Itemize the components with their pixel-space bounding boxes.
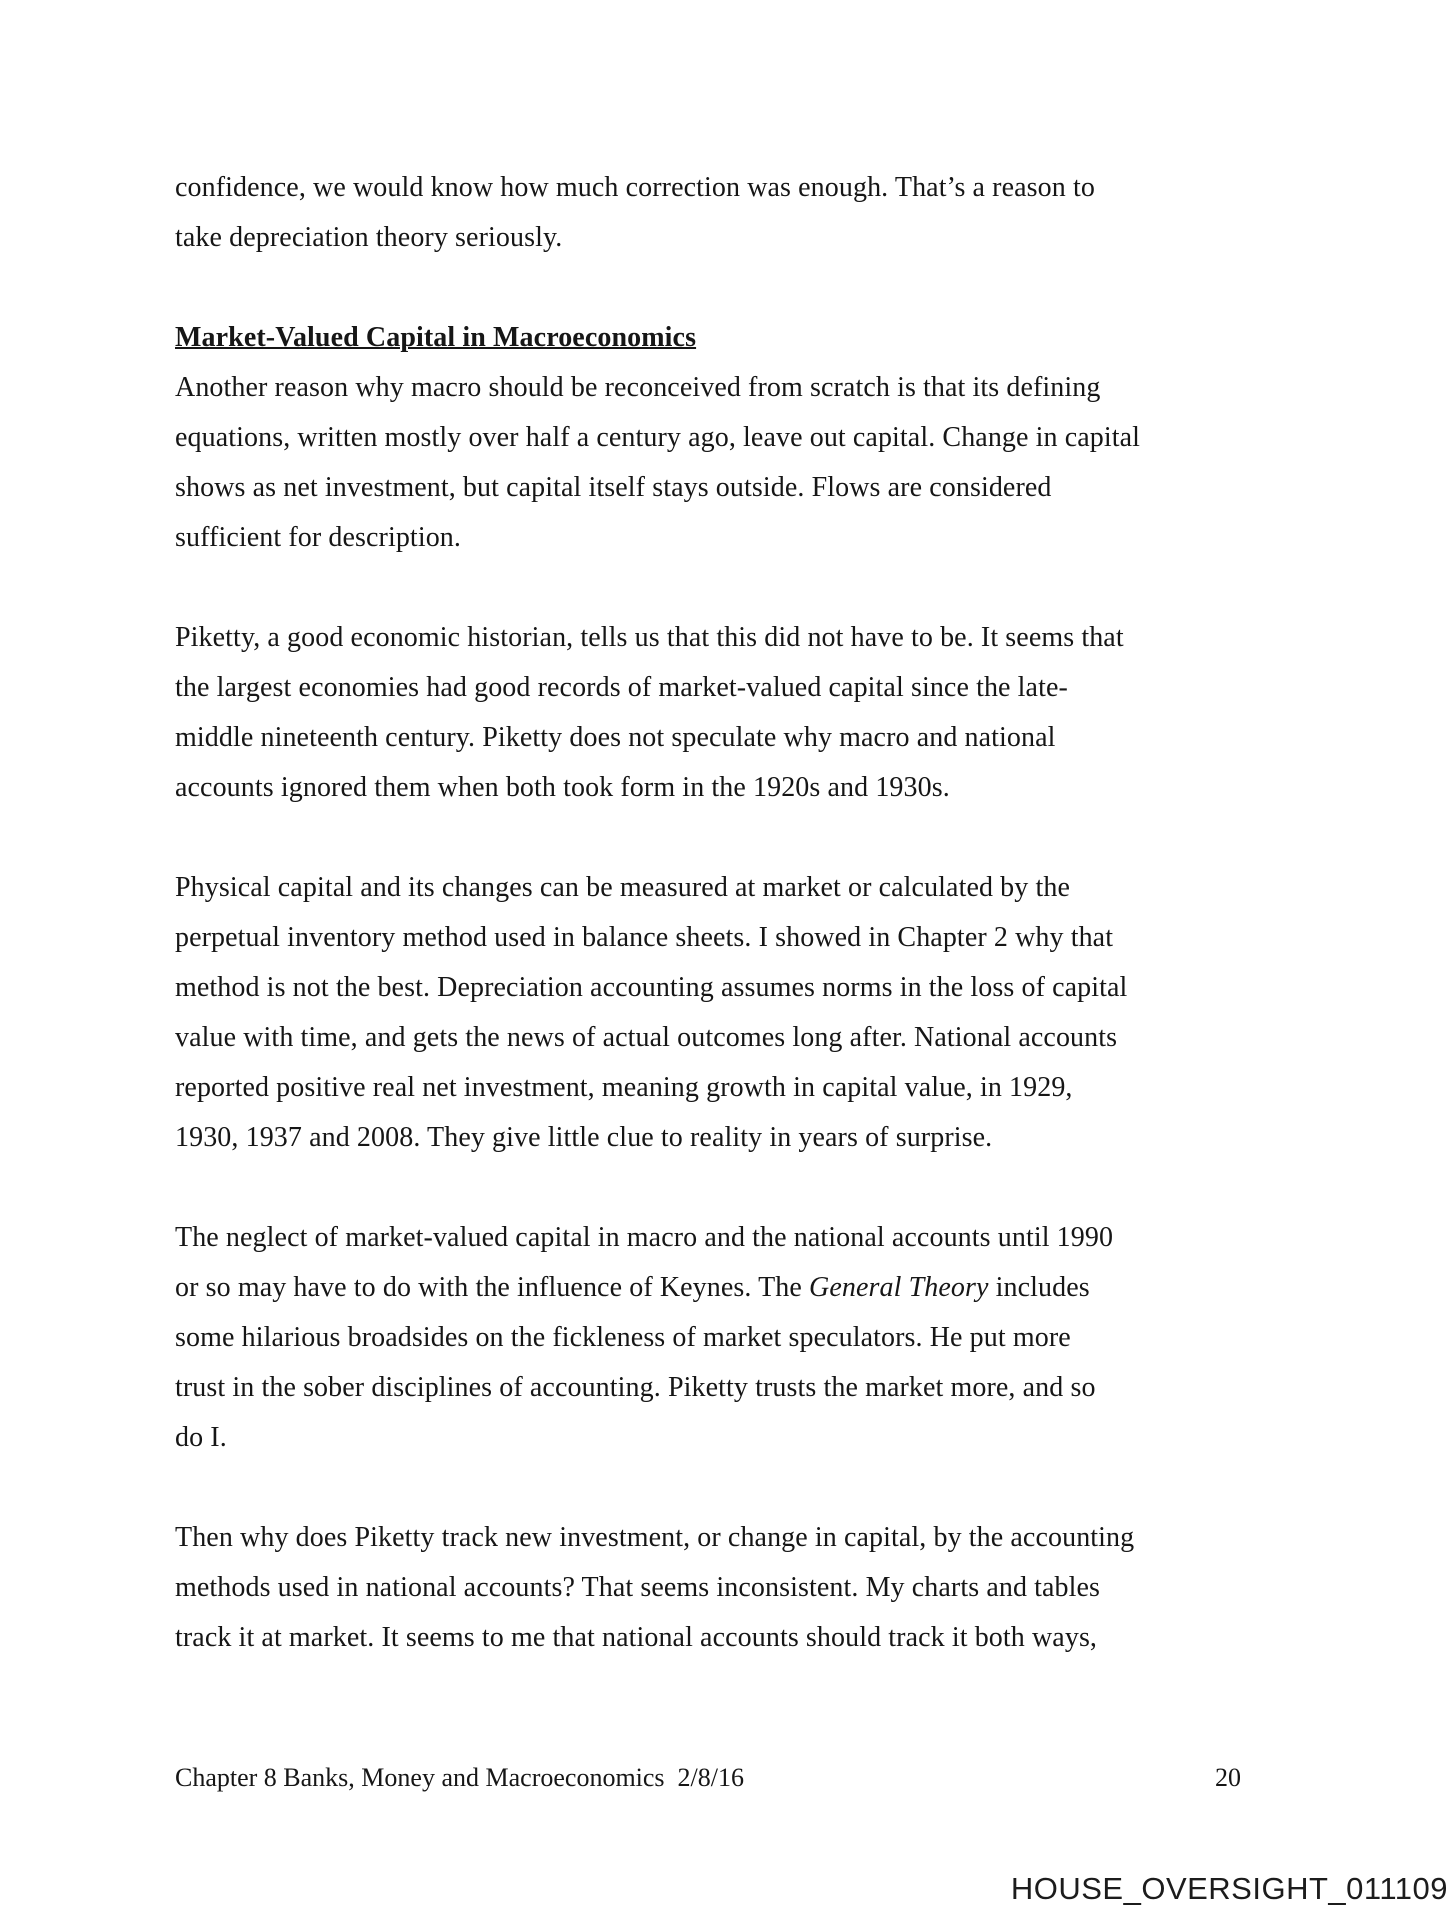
text-line: 1930, 1937 and 2008. They give little clue to reality in years of surprise. — [175, 1122, 993, 1153]
bates-number: HOUSE_OVERSIGHT_011109 — [1010, 1871, 1448, 1906]
text-line: take depreciation theory seriously. — [175, 222, 563, 253]
paragraph — [175, 613, 1265, 813]
text-line: methods used in national accounts? That seems inconsistent. My charts and tables — [175, 1572, 1101, 1603]
paragraph — [175, 1213, 1265, 1463]
text-line: sufficient for description. — [175, 522, 461, 553]
page-number: 20 — [1215, 1763, 1241, 1792]
text-line: Piketty, a good economic historian, tells us that this did not have to be. It seems that — [175, 622, 1124, 653]
paragraph — [175, 363, 1265, 563]
text-line: trust in the sober disciplines of accounting. Piketty trusts the market more, and so — [175, 1372, 1096, 1403]
text-line: or so may have to do with the influence of Keynes. The General Theory includes — [175, 1272, 1090, 1303]
paragraph — [175, 863, 1265, 1163]
text-line: The neglect of market-valued capital in macro and the national accounts until 1990 — [175, 1222, 1114, 1253]
paragraph — [175, 163, 1265, 263]
text-line: Another reason why macro should be reconceived from scratch is that its defining — [175, 372, 1101, 403]
text-line: Then why does Piketty track new investment, or change in capital, by the accounting — [175, 1522, 1135, 1553]
text-line: method is not the best. Depreciation accounting assumes norms in the loss of capital — [175, 972, 1128, 1003]
text-line: perpetual inventory method used in balance sheets. I showed in Chapter 2 why that — [175, 922, 1114, 953]
paragraph — [175, 1513, 1265, 1663]
text-line: equations, written mostly over half a century ago, leave out capital. Change in capital — [175, 422, 1141, 453]
text-line: reported positive real net investment, meaning growth in capital value, in 1929, — [175, 1072, 1073, 1103]
text-line: confidence, we would know how much correction was enough. That’s a reason to — [175, 172, 1095, 203]
text-line: some hilarious broadsides on the fickleness of market speculators. He put more — [175, 1322, 1071, 1353]
document-body — [175, 163, 1265, 1713]
text-line: the largest economies had good records of market-valued capital since the late- — [175, 672, 1068, 703]
text-line: do I. — [175, 1422, 227, 1453]
section-heading — [175, 313, 1265, 363]
text-line: track it at market. It seems to me that national accounts should track it both ways, — [175, 1622, 1098, 1653]
text-line: Physical capital and its changes can be measured at market or calculated by the — [175, 872, 1070, 903]
text-line: Market-Valued Capital in Macroeconomics — [175, 322, 697, 353]
text-line: accounts ignored them when both took form in the 1920s and 1930s. — [175, 772, 950, 803]
text-line: value with time, and gets the news of actual outcomes long after. National accounts — [175, 1022, 1118, 1053]
page-footer — [175, 1761, 1241, 1795]
footer-chapter-label: Chapter 8 Banks, Money and Macroeconomics 2/8/16 — [175, 1763, 744, 1792]
text-line: middle nineteenth century. Piketty does not speculate why macro and national — [175, 722, 1056, 753]
text-line: shows as net investment, but capital itself stays outside. Flows are considered — [175, 472, 1052, 503]
